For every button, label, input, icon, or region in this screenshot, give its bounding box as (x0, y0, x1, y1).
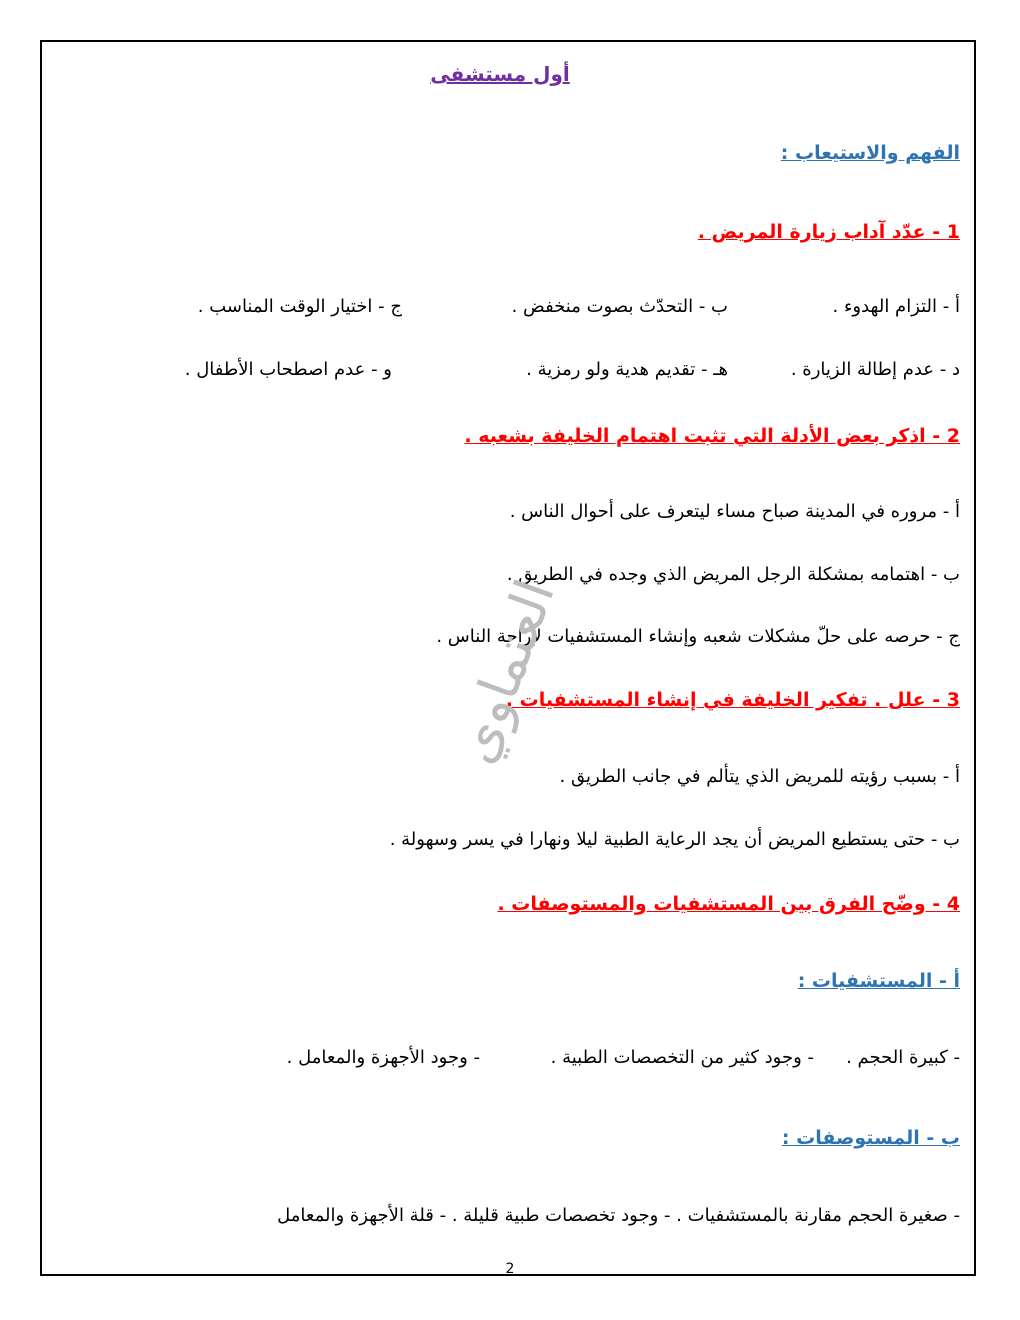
hospitals-heading: أ - المستشفيات : (797, 970, 960, 992)
hospitals-point-2: - وجود كثير من التخصصات الطبية . (550, 1047, 814, 1068)
answer-1d: د - عدم إطالة الزيارة . (790, 359, 960, 380)
question-1-heading: 1 - عدّد آداب زيارة المريض . (697, 221, 960, 243)
watermark: العتماوي (442, 571, 567, 772)
hospitals-row (140, 1047, 960, 1075)
answer-1c: ج - اختيار الوقت المناسب . (197, 296, 402, 317)
answer-1e: هـ - تقديم هدية ولو رمزية . (526, 359, 728, 380)
page-title: أول مستشفى (430, 62, 570, 86)
answer-3b: ب - حتى يستطيع المريض أن يجد الرعاية الطبية ليلا ونهارا في يسر وسهولة . (389, 829, 960, 850)
clinics-points: - صغيرة الحجم مقارنة بالمستشفيات . - وجود تخصصات طبية قليلة . - قلة الأجهزة والمعامل (277, 1205, 960, 1226)
question-3-heading: 3 - علل . تفكير الخليفة في إنشاء المستشفيات . (505, 689, 960, 711)
answer-2b: ب - اهتمامه بمشكلة الرجل المريض الذي وجده في الطريق . (506, 564, 960, 585)
hospitals-point-1: - كبيرة الحجم . (846, 1047, 960, 1068)
question-1-row-2 (140, 359, 960, 387)
answer-1a: أ - التزام الهدوء . (832, 296, 960, 317)
clinics-heading: ب - المستوصفات : (781, 1127, 960, 1149)
question-1-row-1 (140, 296, 960, 324)
section-heading-comprehension: الفهم والاستيعاب : (780, 142, 960, 164)
answer-1b: ب - التحدّث بصوت منخفض . (511, 296, 728, 317)
answer-2c: ج - حرصه على حلّ مشكلات شعبه وإنشاء المستشفيات لإراحة الناس . (436, 626, 960, 647)
hospitals-point-3: - وجود الأجهزة والمعامل . (286, 1047, 480, 1068)
question-4-heading: 4 - وضّح الفرق بين المستشفيات والمستوصفات . (497, 893, 960, 915)
answer-2a: أ - مروره في المدينة صباح مساء ليتعرف على أحوال الناس . (509, 501, 960, 522)
answer-3a: أ - بسبب رؤيته للمريض الذي يتألم في جانب الطريق . (559, 766, 960, 787)
answer-1f: و - عدم اصطحاب الأطفال . (184, 359, 392, 380)
question-2-heading: 2 - اذكر بعض الأدلة التي تثبت اهتمام الخليفة بشعبه . (464, 425, 960, 447)
page-number: 2 (505, 1261, 515, 1277)
